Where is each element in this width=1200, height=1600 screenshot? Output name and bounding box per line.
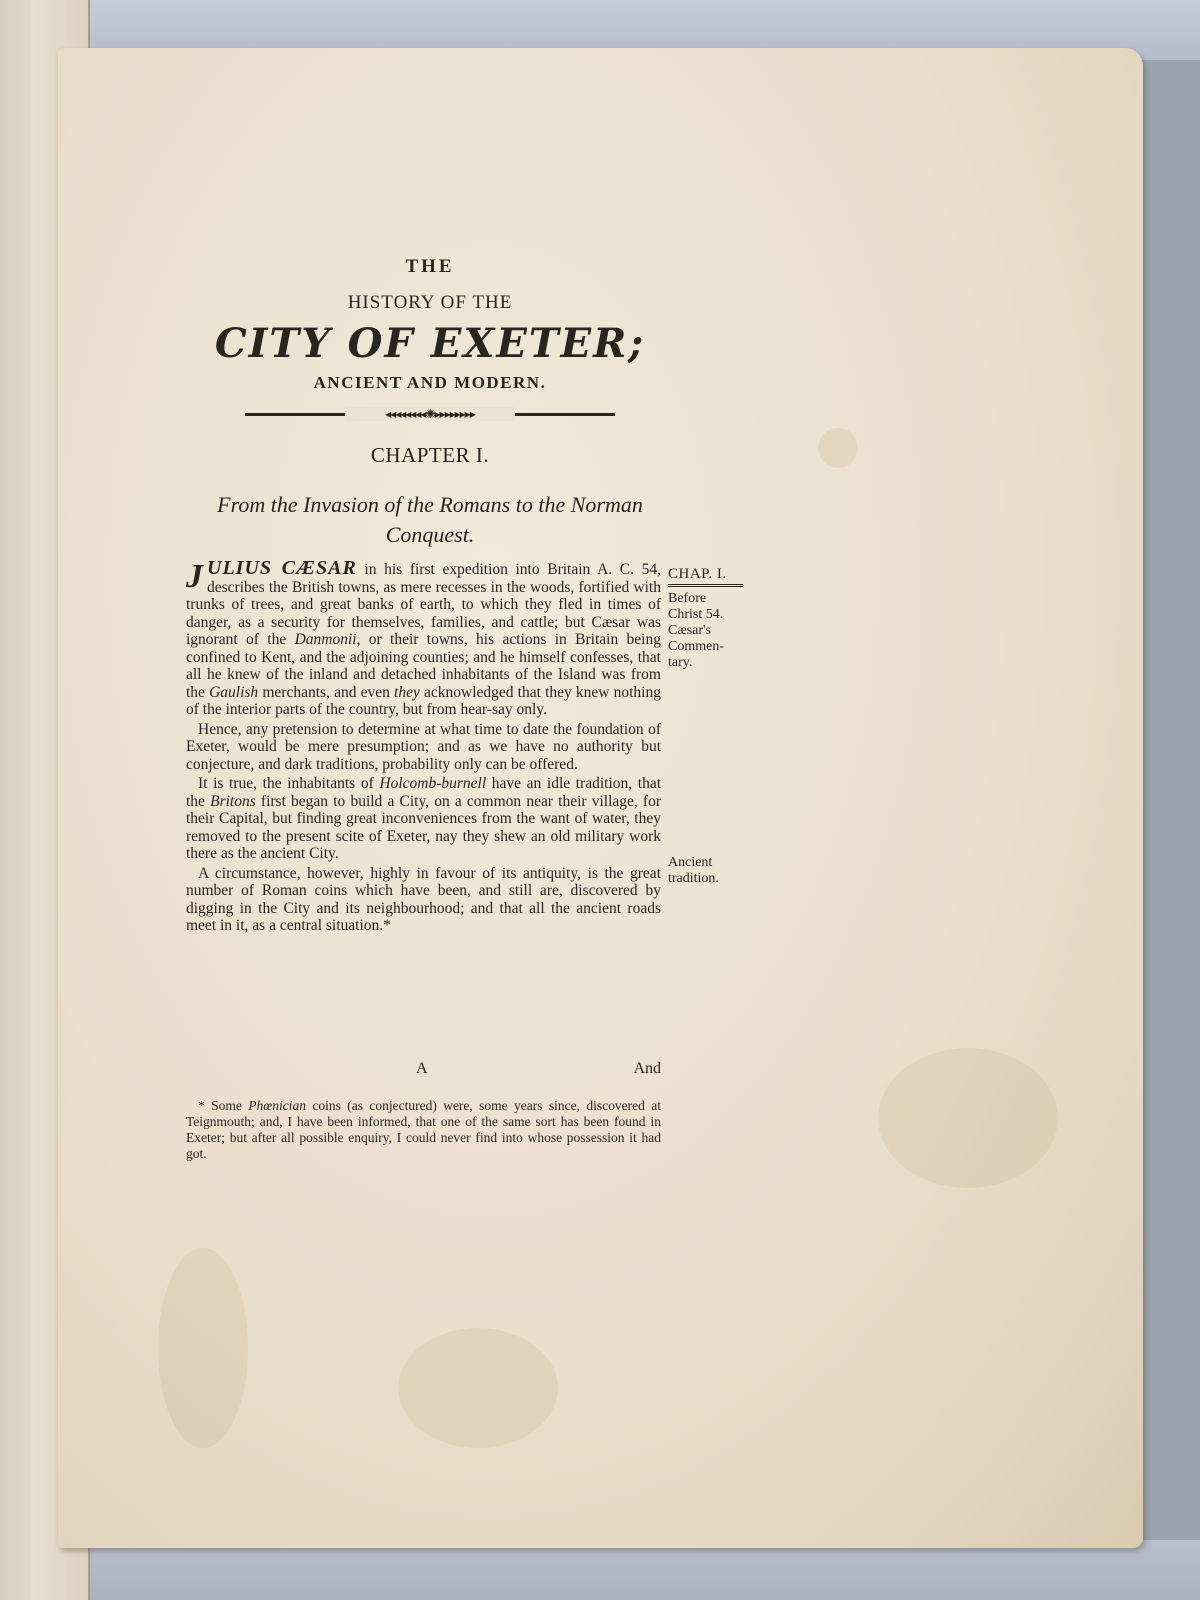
rule-ornament: ◂◂◂◂◂◂◂◂✺▸▸▸▸▸▸▸▸ — [345, 407, 515, 421]
margin-note-chapter — [668, 566, 743, 671]
background-bottom — [0, 1540, 1200, 1600]
body-text — [186, 557, 662, 937]
catchword: And — [633, 1060, 661, 1077]
margin-before: Before — [668, 591, 707, 606]
italic-term: they — [394, 683, 420, 701]
margin-christ: Christ 54. — [668, 607, 724, 622]
foxing-stain — [158, 1248, 248, 1448]
text-run: or their towns, his actions in Britain being confined to Kent, and the adjoining counties; and he himself confesses, that all he knew of the inland and detached inhabitants of the Island was from the — [186, 631, 661, 701]
margin-ancient: Ancient — [668, 855, 713, 870]
paragraph-2: Hence, any pretension to determine at what time to date the foundation of Exeter, would be mere presumption; and as we have no authority but conjecture, and dark traditions, probability only can be offered. — [186, 720, 661, 773]
signature-mark: A — [416, 1060, 428, 1077]
ornamental-rule — [245, 407, 615, 421]
paragraph-4: A circumstance, however, highly in favour of its antiquity, is the great number of Roman coins which have been, and still are, discovered by digging in the City and its neighbourhood; and that all the ancient roads meet in it, as a central situation.* — [186, 864, 661, 934]
text-run: It is true, the inhabitants of — [198, 775, 380, 792]
title-history-of-the: HISTORY OF THE — [347, 292, 513, 313]
margin-chap: CHAP. I. — [668, 566, 743, 587]
text-run: merchants, and even — [258, 683, 395, 701]
italic-term: Gaulish — [209, 683, 259, 701]
title-the: THE — [405, 256, 455, 277]
paragraph-3 — [186, 775, 661, 863]
italic-term: Holcomb-burnell — [379, 775, 487, 792]
title-ancient-and-modern: ANCIENT AND MODERN. — [313, 373, 547, 392]
paragraph-1 — [186, 557, 661, 719]
chapter-title: From the Invasion of the Romans to the Norman Conquest. — [217, 492, 643, 547]
title-city-of-exeter: CITY OF EXETER; — [214, 320, 646, 367]
text-run: * Some — [198, 1098, 249, 1113]
foxing-stain — [818, 428, 858, 468]
italic-term: Phœnician — [248, 1098, 306, 1113]
foxing-stain — [878, 1048, 1058, 1188]
foxing-stain — [398, 1328, 558, 1448]
text-run: first began to build a City, on a common near their village, for their Capital, but finding great inconveniences from the want of water, they removed to the present scite of Exeter, nay they shew an old military work there as the ancient City. — [186, 792, 662, 862]
margin-commen: Commen- — [668, 639, 724, 654]
text-run: acknowledged that they knew nothing of the interior parts of the country, but from hear-say only. — [186, 683, 661, 718]
opening-words: ULIUS CÆSAR — [207, 557, 357, 579]
italic-term: Britons — [210, 792, 256, 810]
footnote — [186, 1098, 661, 1162]
margin-caesars: Cæsar's — [668, 623, 711, 638]
text-run: have an idle tradition, that the — [186, 775, 662, 810]
drop-cap: J — [186, 558, 203, 595]
italic-term: Danmonii, — [294, 631, 361, 648]
chapter-number: CHAPTER I. — [370, 443, 490, 467]
margin-note-tradition — [668, 855, 719, 887]
margin-tradition: tradition. — [668, 871, 719, 886]
text-run: in his first expedition into Britain A. C. 54, describes the British towns, as mere recesses in the woods, fortified with trunks of trees, and great banks of earth, to which they fled in times of danger, as a security for themselves, families, and cattle; but Cæsar was ignorant of the — [186, 561, 661, 648]
text-run: coins (as conjectured) were, some years since, discovered at Teignmouth; and, I have been informed, that one of the same sort has been found in Exeter; but after all possible enquiry, I could never find into whose possession it had got. — [186, 1098, 661, 1161]
margin-tary: tary. — [668, 655, 693, 670]
title-block — [190, 250, 670, 550]
